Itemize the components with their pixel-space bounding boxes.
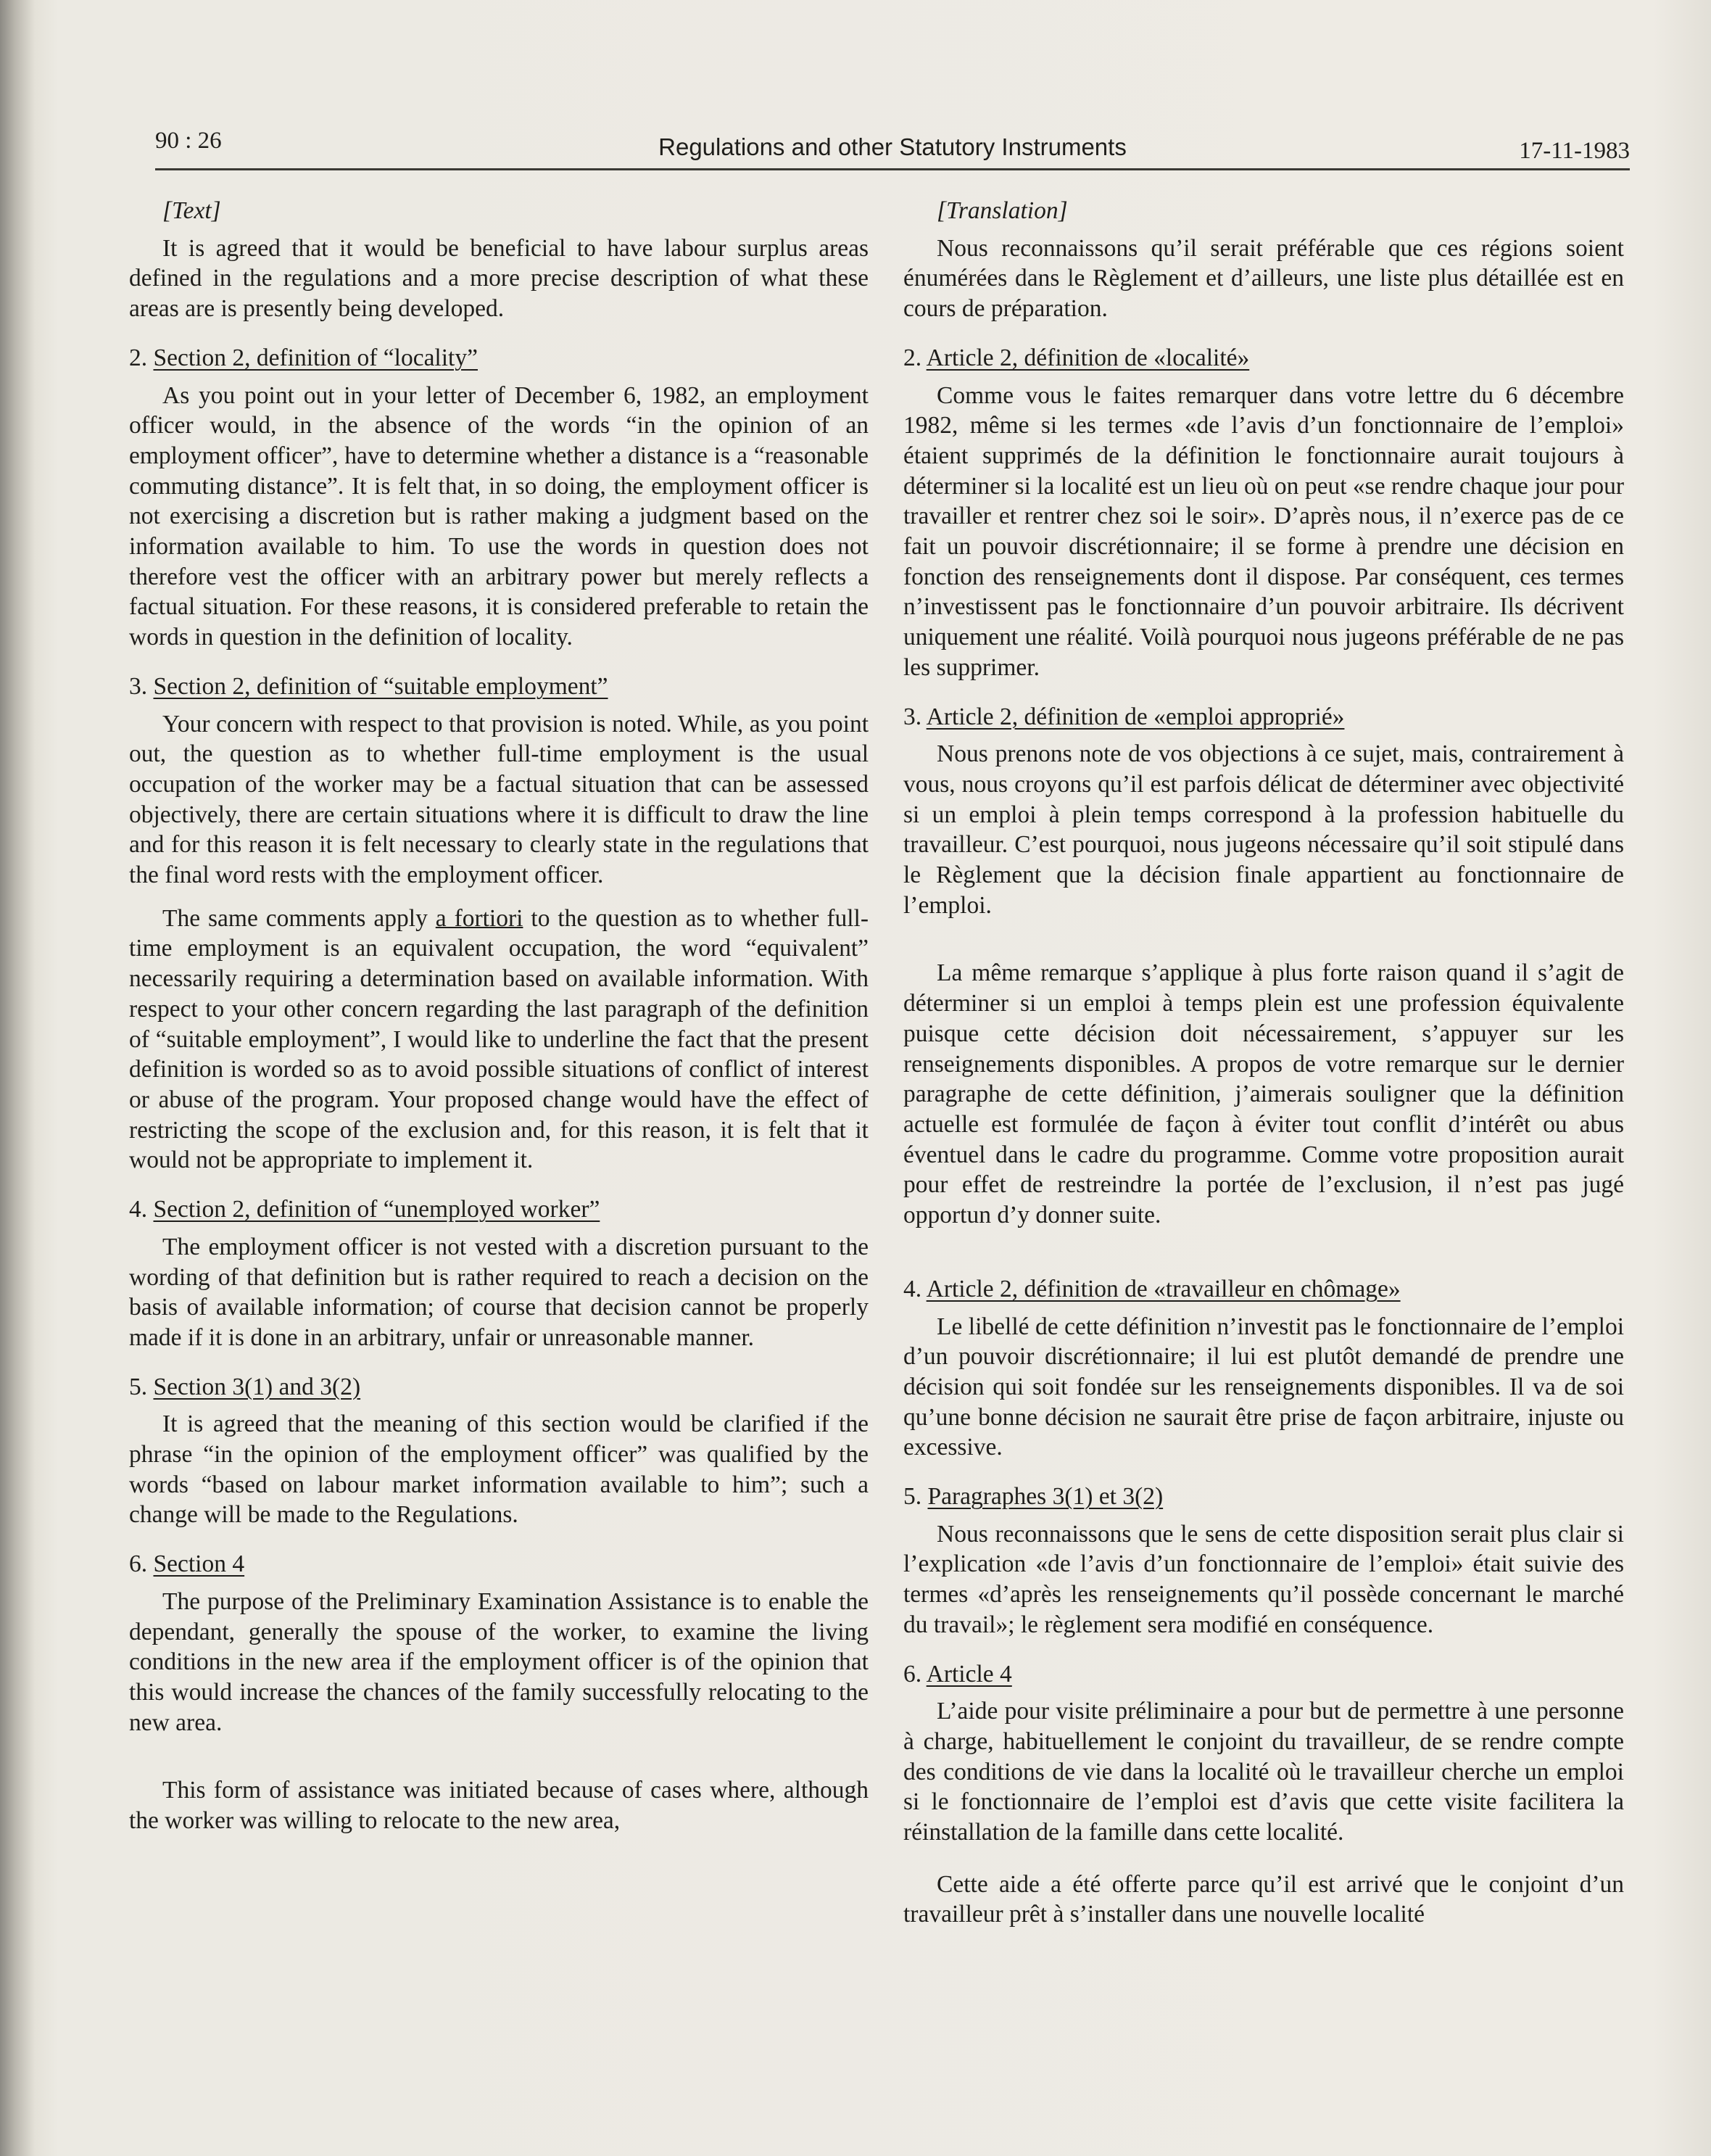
paragraph: Nous reconnaissons que le sens de cette disposition serait plus clair si l’explication «de l’avis d’un fonctionnaire de l’emploi» était suivie des termes «d’après les renseignements qu’il possède concernant le marché du travail»; le règlement sera modifié en conséquence. — [903, 1520, 1624, 1638]
emphasis: a fortiori — [435, 904, 523, 932]
paragraph: It is agreed that it would be beneficial to have labour surplus areas defined in the regulations and a more precise description of what these areas are is presently being developed. — [129, 234, 869, 323]
paragraph: Le libellé de cette définition n’investit pas le fonctionnaire de l’emploi d’un pouvoir discrétionnaire; il lui est plutôt demandé de prendre une décision qui soit fondée sur les renseignements disponibles. Il va de soi qu’une bonne décision ne saurait être prise de façon arbitraire, injuste ou excessive. — [903, 1313, 1624, 1461]
section-title: Article 2, définition de «travailleur en chômage» — [926, 1275, 1401, 1302]
section-number: 4. — [129, 1196, 148, 1223]
section-number: 3. — [903, 703, 922, 730]
publication-date: 17-11-1983 — [1519, 138, 1630, 164]
section-heading — [129, 672, 869, 702]
paragraph: The employment officer is not vested with a discretion pursuant to the wording of that definition but is rather required to reach a decision on the basis of available information; of course that decision cannot be properly made if it is done in an arbitrary, unfair or unreasonable manner. — [129, 1233, 869, 1351]
paragraph: L’aide pour visite préliminaire a pour but de permettre à une personne à charge, habituellement le conjoint du travailleur, de se rendre compte des conditions de vie dans la localité où le travailleur cherche un emploi si le fonctionnaire de l’emploi est d’avis que cette visite facilitera la réinstallation de la famille dans cette localité. — [903, 1698, 1624, 1846]
section-heading — [903, 343, 1624, 373]
section-title: Article 2, définition de «localité» — [926, 344, 1250, 371]
section-heading — [903, 1274, 1624, 1305]
publication-title: Regulations and other Statutory Instruments — [658, 133, 1127, 160]
section-heading — [903, 1482, 1624, 1512]
paragraph: Nous reconnaissons qu’il serait préférable que ces régions soient énumérées dans le Règlement et d’ailleurs, une liste plus détaillée est en cours de préparation. — [903, 234, 1624, 323]
paragraph: Nous prenons note de vos objections à ce sujet, mais, contrairement à vous, nous croyons qu’il est parfois délicat de déterminer avec objectivité si un emploi à plein temps correspond à la profession habituelle du travailleur. C’est pourquoi, nous jugeons nécessaire qu’il soit stipulé dans le Règlement que la décision finale appartient au fonctionnaire de l’emploi. — [903, 740, 1624, 919]
french-column — [903, 196, 1624, 1930]
section-title: Paragraphes 3(1) et 3(2) — [927, 1483, 1164, 1511]
paragraph: La même remarque s’applique à plus forte raison quand il s’agit de déterminer si un emploi à temps plein est une profession équivalente puisque cette décision doit nécessairement, s’appuyer sur les renseignements disponibles. A propos de votre remarque sur le dernier paragraphe de cette définition, j’aimerais souligner que la définition actuelle est formulée de façon à éviter tout conflit d’intérêt ou abus éventuel dans le cadre du programme. Comme votre proposition aurait pour effet de restreindre la portée de l’exclusion, il n’est pas jugé opportun d’y donner suite. — [903, 959, 1624, 1229]
page-header — [155, 123, 1630, 170]
section-title: Section 2, definition of “suitable employment” — [153, 672, 608, 700]
translation-label: [Translation] — [937, 197, 1068, 224]
section-number: 2. — [129, 344, 148, 371]
section-heading — [129, 1194, 869, 1225]
paragraph: As you point out in your letter of December 6, 1982, an employment officer would, in the absence of the words “in the opinion of an employment officer”, have to determine whether a distance is a “reasonable commuting distance”. It is felt that, in so doing, the employment officer is not exercising a discretion but is rather making a judgment based on the information available to him. To use the words in question does not therefore vest the officer with an arbitrary power but merely reflects a factual situation. For these reasons, it is considered preferable to retain the words in question in the definition of locality. — [129, 381, 869, 651]
paragraph: This form of assistance was initiated because of cases where, although the worker was willing to relocate to the new area, — [129, 1777, 869, 1835]
section-heading — [903, 702, 1624, 732]
section-number: 5. — [903, 1483, 922, 1511]
section-heading — [129, 343, 869, 373]
paragraph: It is agreed that the meaning of this section would be clarified if the phrase “in the opinion of the employment officer” was qualified by the words “based on labour market information available to him”; such a change will be made to the Regulations. — [129, 1411, 869, 1529]
section-heading — [129, 1549, 869, 1579]
section-heading — [129, 1372, 869, 1403]
section-number: 3. — [129, 672, 148, 700]
paragraph: The same comments apply a fortiori to the question as to whether full-time employment is an equivalent occupation, the word “equivalent” necessarily requiring a determination based on available information. With respect to your other concern regarding the last paragraph of the definition of “suitable employment”, I would like to underline the fact that the present definition is worded so as to avoid possible situations of conflict of interest or abuse of the program. Your proposed change would have the effect of restricting the scope of the exclusion and, for this reason, it is felt that it would not be appropriate to implement it. — [129, 904, 869, 1174]
text-label: [Text] — [162, 197, 221, 224]
page-number: 90 : 26 — [155, 128, 222, 154]
section-number: 6. — [129, 1550, 148, 1578]
section-number: 4. — [903, 1275, 922, 1302]
section-number: 2. — [903, 344, 922, 371]
english-column — [129, 196, 869, 1836]
section-number: 5. — [129, 1373, 148, 1400]
section-title: Article 2, définition de «emploi approprié» — [926, 703, 1345, 730]
section-title: Section 2, definition of “unemployed worker” — [153, 1196, 600, 1223]
section-title: Section 3(1) and 3(2) — [153, 1373, 361, 1400]
paragraph: Cette aide a été offerte parce qu’il est arrivé que le conjoint d’un travailleur prêt à s’installer dans une nouvelle localité — [903, 1870, 1624, 1928]
paragraph: Comme vous le faites remarquer dans votre lettre du 6 décembre 1982, même si les termes «de l’avis d’un fonctionnaire de l’emploi» étaient supprimés de la définition le fonctionnaire aurait toujours à déterminer si la localité est un lieu où on peut «se rendre chaque jour pour travailler et rentrer chez soi le soir». D’après nous, il n’exerce pas de ce fait un pouvoir discrétionnaire; il se forme à prendre une décision en fonction des renseignements dont il dispose. Par conséquent, ces termes n’investissent pas le fonctionnaire d’un pouvoir arbitraire. Ils décrivent uniquement une réalité. Voilà pourquoi nous jugeons préférable de ne pas les supprimer. — [903, 381, 1624, 681]
section-title: Article 4 — [926, 1660, 1012, 1688]
section-number: 6. — [903, 1660, 922, 1688]
section-title: Section 2, definition of “locality” — [153, 344, 478, 371]
paragraph: The purpose of the Preliminary Examination Assistance is to enable the dependant, generally the spouse of the worker, to examine the living conditions in the new area if the employment officer is of the opinion that this would increase the chances of the family successfully relocating to the new area. — [129, 1587, 869, 1736]
paragraph: Your concern with respect to that provision is noted. While, as you point out, the question as to whether full-time employment is the usual occupation of the worker may be a factual situation that can be assessed objectively, there are certain situations where it is difficult to draw the line and for this reason it is felt necessary to clearly state in the regulations that the final word rests with the employment officer. — [129, 710, 869, 889]
section-heading — [903, 1659, 1624, 1690]
section-title: Section 4 — [153, 1550, 245, 1578]
